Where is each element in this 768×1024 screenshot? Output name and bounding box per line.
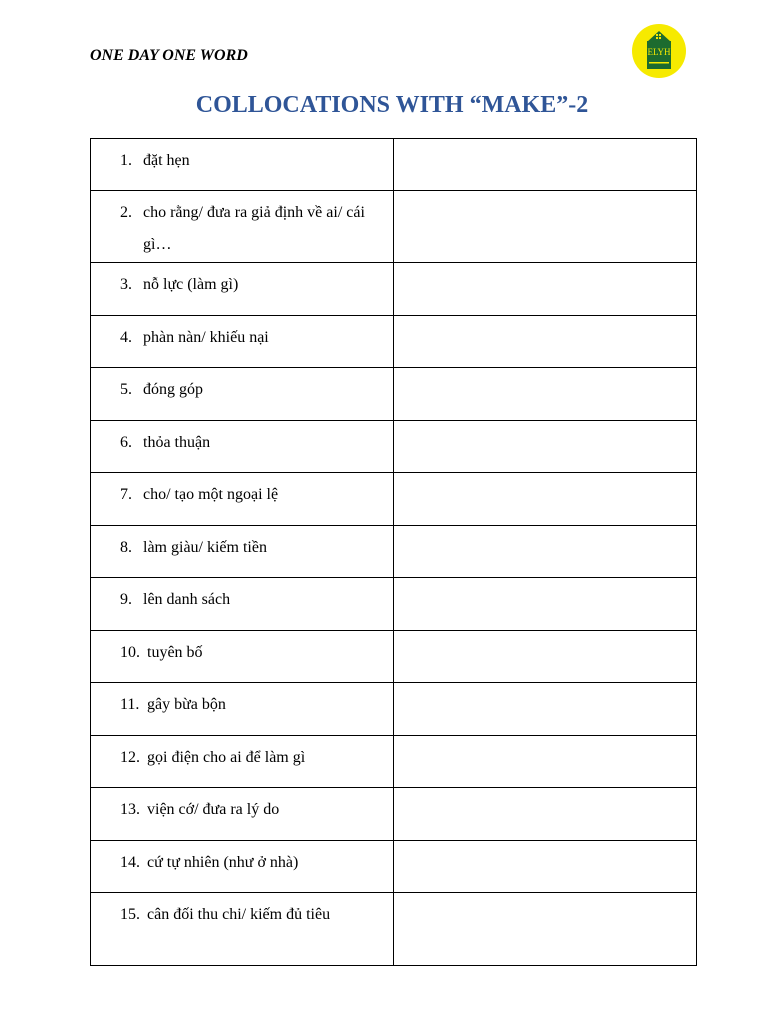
item-meaning: viện cớ/ đưa ra lý do xyxy=(147,801,280,818)
vietnamese-meaning-cell xyxy=(91,421,394,473)
item-number: 15. xyxy=(120,906,140,923)
vietnamese-meaning-cell xyxy=(91,893,394,966)
item-number: 1. xyxy=(120,152,132,169)
table-row xyxy=(91,631,697,683)
answer-cell[interactable] xyxy=(394,578,697,631)
list-item xyxy=(91,683,393,715)
item-meaning: làm giàu/ kiếm tiền xyxy=(143,539,267,556)
answer-cell[interactable] xyxy=(394,191,697,263)
item-meaning: nỗ lực (làm gì) xyxy=(143,276,239,293)
item-number: 8. xyxy=(120,539,132,556)
item-meaning: đóng góp xyxy=(143,381,203,398)
table-row xyxy=(91,368,697,421)
list-item xyxy=(91,631,393,663)
item-meaning: tuyên bố xyxy=(147,644,203,661)
answer-cell[interactable] xyxy=(394,368,697,421)
table-row xyxy=(91,191,697,263)
item-meaning: cho/ tạo một ngoại lệ xyxy=(143,486,279,503)
list-item xyxy=(91,578,393,610)
list-item xyxy=(91,191,393,261)
item-number: 9. xyxy=(120,591,132,608)
list-item xyxy=(91,139,393,171)
table-row xyxy=(91,316,697,368)
item-number: 7. xyxy=(120,486,132,503)
item-meaning: phàn nàn/ khiếu nại xyxy=(143,329,269,346)
answer-cell[interactable] xyxy=(394,788,697,841)
item-meaning: gây bừa bộn xyxy=(147,696,226,713)
answer-cell[interactable] xyxy=(394,263,697,316)
answer-cell[interactable] xyxy=(394,631,697,683)
vietnamese-meaning-cell xyxy=(91,788,394,841)
vietnamese-meaning-cell xyxy=(91,368,394,421)
table-row xyxy=(91,526,697,578)
list-item xyxy=(91,421,393,453)
vietnamese-meaning-cell xyxy=(91,683,394,736)
table-row xyxy=(91,893,697,966)
vietnamese-meaning-cell xyxy=(91,526,394,578)
series-label: ONE DAY ONE WORD xyxy=(90,47,248,64)
table-row xyxy=(91,421,697,473)
answer-cell[interactable] xyxy=(394,893,697,966)
item-number: 5. xyxy=(120,381,132,398)
item-number: 13. xyxy=(120,801,140,818)
list-item xyxy=(91,788,393,820)
list-item xyxy=(91,473,393,505)
vietnamese-meaning-cell xyxy=(91,578,394,631)
table-row xyxy=(91,683,697,736)
answer-cell[interactable] xyxy=(394,139,697,191)
list-item xyxy=(91,841,393,873)
item-meaning: thỏa thuận xyxy=(143,434,211,451)
item-number: 6. xyxy=(120,434,132,451)
item-number: 2. xyxy=(120,204,132,221)
item-number: 10. xyxy=(120,644,140,661)
table-row xyxy=(91,473,697,526)
vietnamese-meaning-cell xyxy=(91,263,394,316)
list-item xyxy=(91,263,393,295)
answer-cell[interactable] xyxy=(394,736,697,788)
table-row xyxy=(91,736,697,788)
vietnamese-meaning-cell xyxy=(91,631,394,683)
item-number: 11. xyxy=(120,696,140,713)
item-meaning: cho rằng/ đưa ra giả định về ai/ cái gì… xyxy=(143,204,365,253)
answer-cell[interactable] xyxy=(394,316,697,368)
item-meaning: cứ tự nhiên (như ở nhà) xyxy=(147,854,299,871)
vietnamese-meaning-cell xyxy=(91,473,394,526)
vietnamese-meaning-cell xyxy=(91,841,394,893)
item-number: 3. xyxy=(120,276,132,293)
list-item xyxy=(91,316,393,348)
list-item xyxy=(91,893,393,925)
answer-cell[interactable] xyxy=(394,683,697,736)
vietnamese-meaning-cell xyxy=(91,316,394,368)
table-row xyxy=(91,578,697,631)
item-meaning: gọi điện cho ai để làm gì xyxy=(147,749,306,766)
house-logo-icon xyxy=(632,24,686,78)
vietnamese-meaning-cell xyxy=(91,191,394,263)
table-row xyxy=(91,139,697,191)
item-meaning: cân đối thu chi/ kiếm đủ tiêu xyxy=(147,906,331,923)
table-row xyxy=(91,841,697,893)
item-number: 14. xyxy=(120,854,140,871)
item-meaning: đặt hẹn xyxy=(143,152,190,169)
table-row xyxy=(91,788,697,841)
item-number: 4. xyxy=(120,329,132,346)
vietnamese-meaning-cell xyxy=(91,139,394,191)
answer-cell[interactable] xyxy=(394,473,697,526)
vietnamese-meaning-cell xyxy=(91,736,394,788)
elyh-logo xyxy=(632,24,686,78)
table-row xyxy=(91,263,697,316)
list-item xyxy=(91,368,393,400)
list-item xyxy=(91,526,393,558)
item-meaning: lên danh sách xyxy=(143,591,231,608)
list-item xyxy=(91,736,393,768)
collocation-table xyxy=(90,138,697,966)
answer-cell[interactable] xyxy=(394,841,697,893)
item-number: 12. xyxy=(120,749,140,766)
answer-cell[interactable] xyxy=(394,526,697,578)
answer-cell[interactable] xyxy=(394,421,697,473)
logo-text: ELYH xyxy=(647,47,671,57)
page-title: COLLOCATIONS WITH “MAKE”-2 xyxy=(195,92,589,118)
